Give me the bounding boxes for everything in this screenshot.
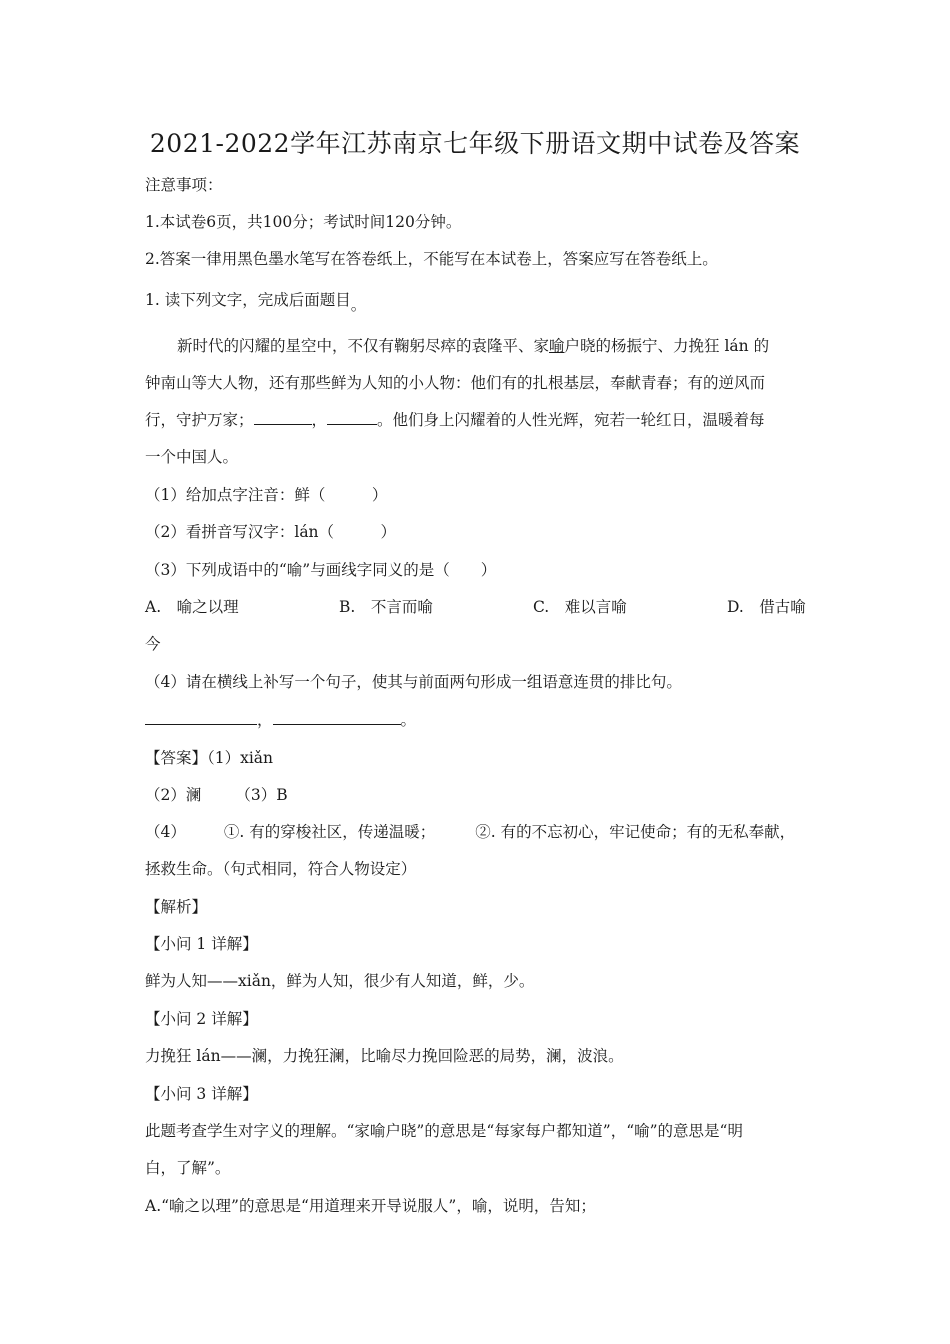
answer-4 <box>145 822 795 842</box>
answer-3: （3）B <box>235 786 288 804</box>
sub-question-4-blanks <box>145 710 416 730</box>
analysis-section-3-heading: 【小问 3 详解】 <box>145 1085 258 1103</box>
fill-blank-2 <box>327 410 377 425</box>
document-title: 2021-2022学年江苏南京七年级下册语文期中试卷及答案 <box>149 129 801 158</box>
answer-2: （2）澜 <box>145 786 202 804</box>
option-a: A. 喻之以理 <box>145 598 239 616</box>
passage-line-1-post: 户晓的杨振宁、力挽狂 lán 的 <box>564 337 770 355</box>
sub-question-3: （3）下列成语中的“喻”与画线字同义的是（ ） <box>145 561 497 579</box>
passage-line-1-pre: 新时代的闪耀的星空中，不仅有鞠躬尽瘁的袁隆平、家 <box>177 337 550 355</box>
underlined-character: 喻 <box>549 337 565 355</box>
passage-line-3-comma: ， <box>311 411 328 429</box>
analysis-section-3-line-1: 此题考查学生对字义的理解。“家喻户晓”的意思是“每家每户都知道”，“喻”的意思是“明 <box>145 1122 743 1140</box>
analysis-section-1-heading: 【小问 1 详解】 <box>145 935 258 953</box>
sub-question-1: （1）给加点字注音：鲜（ ） <box>145 486 388 504</box>
question-1-heading-text: 1. 读下列文字，完成后面题目 <box>145 291 351 309</box>
answer-4-label: （4） <box>145 823 186 841</box>
notice-heading: 注意事项： <box>145 176 223 194</box>
analysis-heading: 【解析】 <box>145 898 208 916</box>
option-c: C. 难以言喻 <box>533 598 627 616</box>
passage-line-3 <box>145 410 765 430</box>
sub-question-4-comma: ， <box>257 711 273 729</box>
fill-blank-1 <box>254 410 312 425</box>
passage-line-3-c: 。他们身上闪耀着的人性光辉，宛若一轮红日，温暖着每 <box>377 411 765 429</box>
sub-question-2: （2）看拼音写汉字：lán（ ） <box>145 523 397 541</box>
option-d-wrap: 今 <box>145 635 161 653</box>
answer-2-3 <box>145 785 288 805</box>
question-1-heading <box>145 290 367 314</box>
notice-item-2: 2.答案一律用黑色墨水笔写在答卷纸上，不能写在本试卷上，答案应写在答卷纸上。 <box>145 250 718 268</box>
fill-blank-4 <box>273 710 401 725</box>
option-d: D. 借古喻 <box>727 598 806 616</box>
passage-line-3-a: 行，守护万家； <box>145 411 254 429</box>
notice-item-1: 1.本试卷6页，共100分；考试时间120分钟。 <box>145 213 462 231</box>
analysis-section-2-body: 力挽狂 lán——澜，力挽狂澜，比喻尽力挽回险恶的局势，澜，波浪。 <box>145 1047 624 1065</box>
option-b: B. 不言而喻 <box>339 598 433 616</box>
passage-line-2: 钟南山等大人物，还有那些鲜为人知的小人物：他们有的扎根基层，奉献青春；有的逆风而 <box>145 374 766 392</box>
analysis-section-2-heading: 【小问 2 详解】 <box>145 1010 258 1028</box>
analysis-section-1-body: 鲜为人知——xiǎn，鲜为人知，很少有人知道，鲜，少。 <box>145 972 535 990</box>
analysis-section-3-line-2: 白，了解”。 <box>145 1159 231 1177</box>
sub-question-4-end: 。 <box>400 711 417 729</box>
answer-1: 【答案】（1）xiǎn <box>145 749 274 767</box>
question-1-heading-end: 。 <box>350 296 367 314</box>
answer-4-part-2: ②. 有的不忘初心，牢记使命；有的无私奉献， <box>475 823 796 841</box>
answer-4-part-1: ①. 有的穿梭社区，传递温暖； <box>223 823 436 841</box>
analysis-section-3-line-3: A.“喻之以理”的意思是“用道理来开导说服人”，喻，说明，告知； <box>145 1197 596 1215</box>
fill-blank-3 <box>145 710 257 725</box>
passage-line-1 <box>177 336 769 356</box>
answer-4-line-2: 拯救生命。（句式相同，符合人物设定） <box>145 860 417 878</box>
sub-question-4: （4）请在横线上补写一个句子，使其与前面两句形成一组语意连贯的排比句。 <box>145 673 682 691</box>
passage-line-4: 一个中国人。 <box>145 448 239 466</box>
